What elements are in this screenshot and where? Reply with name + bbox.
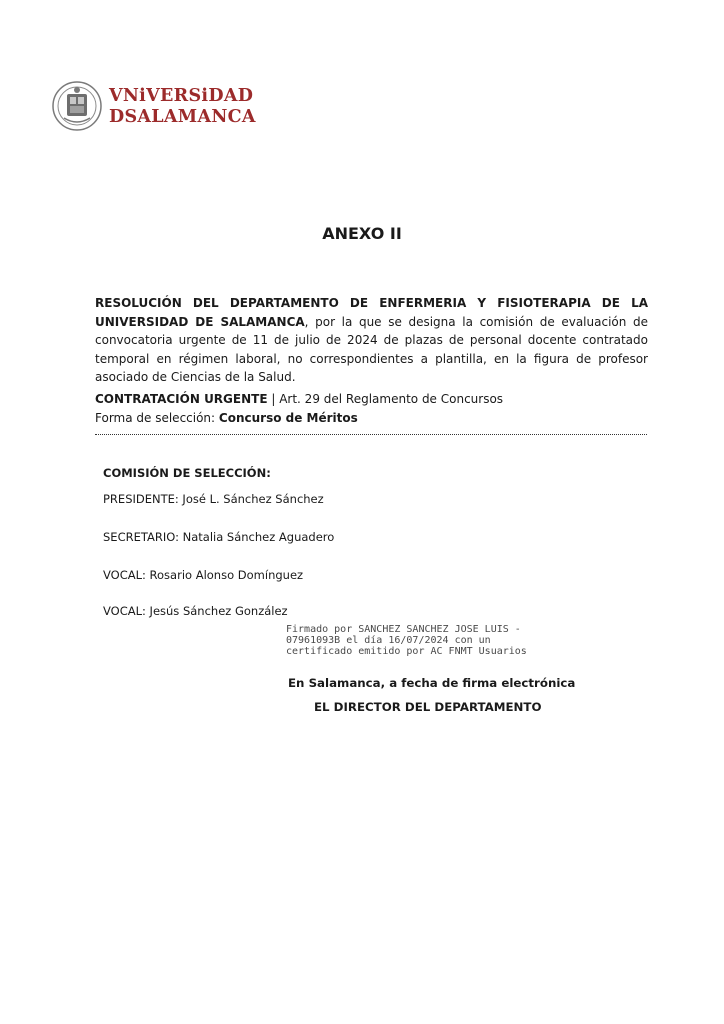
contract-separator: | [267, 392, 280, 406]
university-seal-icon [52, 80, 102, 132]
commission-vocal-2: VOCAL: Jesús Sánchez González [103, 604, 288, 618]
selection-line [95, 411, 358, 425]
dotted-divider [95, 430, 647, 435]
logo-line-1: VNiVERSiDAD [109, 86, 254, 106]
commission-heading: COMISIÓN DE SELECCIÓN: [103, 466, 271, 480]
university-logo [52, 80, 256, 136]
selection-label: Forma de selección: [95, 411, 219, 425]
logo-line-2: DSALAMANCA [109, 107, 256, 127]
page-title: ANEXO II [322, 224, 402, 243]
signer-role: EL DIRECTOR DEL DEPARTAMENTO [314, 700, 542, 714]
commission-vocal-1: VOCAL: Rosario Alonso Domínguez [103, 568, 304, 582]
commission-secretary: SECRETARIO: Natalia Sánchez Aguadero [103, 530, 335, 544]
contract-line [95, 392, 503, 406]
contract-type: CONTRATACIÓN URGENTE [95, 392, 268, 406]
selection-value: Concurso de Méritos [218, 411, 358, 425]
resolution-text: , por la que se designa la comisión de evaluación de convocatoria urgente de 11 de julio de 2024 de plazas de personal docente contratado temporal en régimen laboral, no correspondientes a plantilla, en la figura de profesor asociado de Ciencias de la Salud. [95, 314, 648, 384]
electronic-signature-stamp: Firmado por SANCHEZ SANCHEZ JOSE LUIS - 07961093B el día 16/07/2024 con un certificado emitido por AC FNMT Usuarios [286, 624, 527, 658]
place-date: En Salamanca, a fecha de firma electrónica [288, 676, 576, 690]
commission-president: PRESIDENTE: José L. Sánchez Sánchez [103, 492, 324, 506]
resolution-paragraph [95, 294, 648, 387]
contract-rule: Art. 29 del Reglamento de Concursos [279, 392, 504, 406]
resolution-heading: RESOLUCIÓN DEL DEPARTAMENTO DE ENFERMERIA Y FISIOTERAPIA DE LA UNIVERSIDAD DE SALAMANCA [95, 296, 648, 329]
